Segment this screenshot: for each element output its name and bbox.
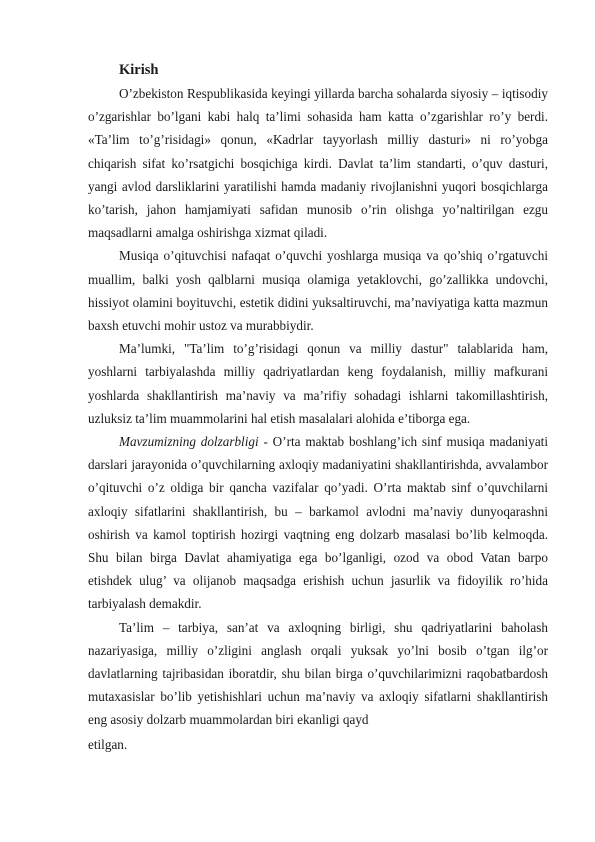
paragraph-4: [88, 430, 548, 616]
section-heading: Kirish: [119, 62, 159, 78]
paragraph-3: Ma’lumki, "Ta’lim to’g’risidagi qonun va milliy dastur" talablarida ham, yoshlarni tarbiyalashda milliy qadriyatlardan keng foydalanish, milliy mafkurani yoshlarda shakllantirish ma’naviy va ma’rifiy sohadagi ishlarni takomillashtirish, uzluksiz ta’lim muammolarini hal etish masalalari alohida e’tiborga ega.: [88, 341, 548, 426]
paragraph-1: O’zbekiston Respublikasida keyingi yillarda barcha sohalarda siyosiy – iqtisodiy o’zgarishlar bo’lgani kabi halq ta’limi sohasida ham katta o’zgarishlar ro’y berdi. «Ta’lim to’g’risidagi» qonun, «Kadrlar tayyorlash milliy dasturi» ni ro’yobga chiqarish sifat ko’rsatgichi bosqichiga kirdi. Davlat ta’lim standarti, o’quv dasturi, yangi avlod darsliklarini yaratilishi hamda madaniy rivojlanishni yuqori bosqichlarga ko’tarish, jahon hamjamiyati safidan munosib o’rin olishga yo’naltirilgan ezgu maqsadlarni amalga oshirishga xizmat qiladi.: [88, 86, 548, 241]
paragraph-5-tail: etilgan.: [88, 737, 128, 752]
paragraph-2: Musiqa o’qituvchisi nafaqat o’quvchi yoshlarga musiqa va qo’shiq o’rgatuvchi muallim, balki yosh qalblarni musiqa olamiga yetaklovchi, go’zallikka undovchi, hissiyot olamini boyituvchi, estetik didini yuksaltiruvchi, ma’naviyatiga katta mazmun baxsh etuvchi mohir ustoz va murabbiydir.: [88, 248, 548, 334]
paragraph-5: Ta’lim – tarbiya, san’at va axloqning birligi, shu qadriyatlarini baholash nazariyasiga, milliy o’zligini anglash orqali yuksak yo’lni bosib o’tgan ilg’or davlatlarning tajribasidan iboratdir, shu bilan birga o’quvchilarimizni raqobatbardosh mutaxasislar bo’lib yetishishlari uchun ma’naviy va axloqiy sifatlarni shakllantirish eng asosiy dolzarb muammolardan biri ekanligi qayd: [88, 619, 548, 728]
paragraph-4-lead: Mavzumizning dolzarbligi: [119, 434, 259, 450]
body-text: [88, 82, 548, 732]
paragraph-4-text: - O’rta maktab boshlang’ich sinf musiqa madaniyati darslari jarayonida o’quvchilarning axloqiy madaniyatini shakllantirishda, avvalambor o’qituvchi o’z oldiga bir qancha vazifalar qo’yadi. O’rta maktab sinf o’quvchilarni axloqiy sifatlarini shakllantirish, bu – barkamol avlodni ma’naviy dunyoqarashni oshirish va kamol toptirish hozirgi vaqtning eng dolzarb masalasi bo’lib kelmoqda. Shu bilan birga Davlat ahamiyatiga ega bo’lganligi, ozod va obod Vatan barpo etishdek ulug’ va olijanob maqsadga erishish uchun jasurlik va fidoyilik ro’hida tarbiyalash demakdir.: [88, 434, 549, 612]
